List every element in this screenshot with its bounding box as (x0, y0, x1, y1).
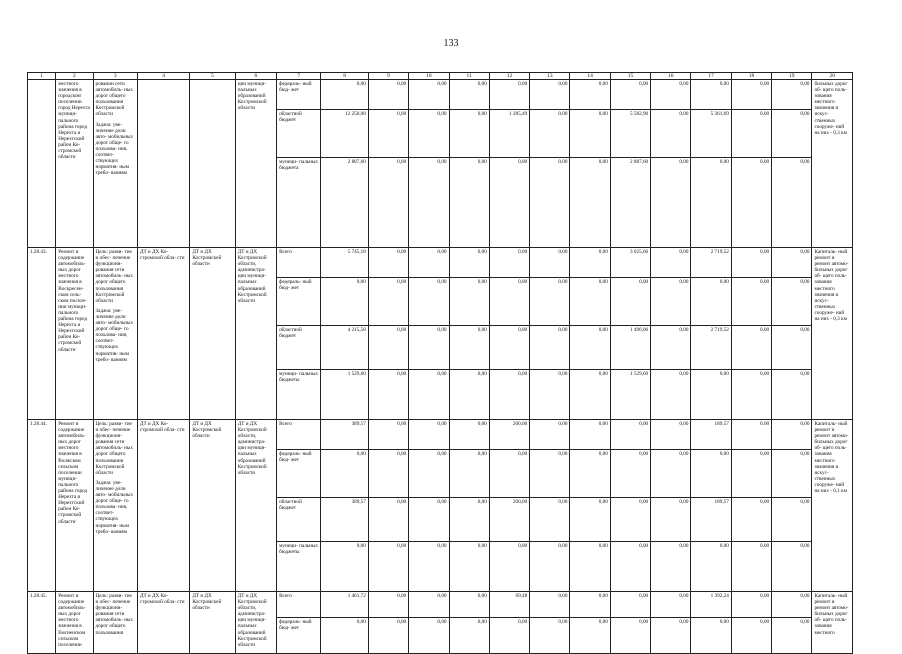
column-number: 17 (691, 73, 731, 80)
table-row (28, 420, 853, 450)
value-cell: 0,00 (489, 542, 529, 592)
value-cell: 0,00 (651, 618, 691, 654)
value-cell: 1 461,72 (321, 592, 368, 618)
value-cell: 0,00 (570, 80, 610, 110)
value-cell: 0,00 (570, 248, 610, 278)
value-cell: 4 215,58 (321, 326, 368, 370)
value-cell: 0,00 (772, 450, 812, 498)
page-number: 133 (443, 38, 459, 49)
result-cell: Капиталь- ный ремонт и ремонт автомо- бильных дорог об- щего поль- зования местного значения и искус- ственных сооруже- ний на них - 0,3 км (812, 248, 853, 420)
value-cell: 0,00 (530, 498, 570, 542)
value-cell: 200,00 (489, 420, 529, 450)
value-cell: 0,00 (691, 158, 731, 248)
value-cell: 0,00 (691, 618, 731, 654)
item-number-cell: 1.28.45. (28, 592, 56, 654)
value-cell: 0,00 (489, 618, 529, 654)
value-cell: 0,00 (409, 158, 449, 248)
value-cell: 0,00 (449, 498, 489, 542)
goal-task-cell (93, 592, 137, 654)
table-row (28, 248, 853, 278)
value-cell: 0,00 (489, 80, 529, 110)
goal-task-cell (93, 420, 137, 592)
value-cell: 0,00 (570, 592, 610, 618)
item-name-cell: Ремонт и содержание автомобиль- ных дорог местного значения в Емсненском сельском поселении (56, 592, 93, 654)
value-cell: 0,00 (409, 370, 449, 420)
funding-source: областной бюджет (277, 326, 321, 370)
column-number: 16 (651, 73, 691, 80)
value-cell: 0,00 (489, 278, 529, 326)
value-cell: 0,00 (731, 450, 771, 498)
column-number: 8 (321, 73, 368, 80)
value-cell: 0,00 (530, 618, 570, 654)
value-cell: 0,00 (368, 498, 408, 542)
column-number: 15 (610, 73, 650, 80)
value-cell: 2 887,60 (610, 158, 650, 248)
value-cell: 12 250,08 (321, 110, 368, 158)
value-cell: 0,00 (530, 326, 570, 370)
value-cell: 0,00 (610, 278, 650, 326)
value-cell: 0,00 (610, 80, 650, 110)
table-row (28, 80, 853, 110)
value-cell: 0,00 (570, 498, 610, 542)
value-cell: 0,00 (409, 326, 449, 370)
column-number: 7 (277, 73, 321, 80)
executor-cell: ДТ и ДХ Ко- стромской обла- сти (137, 248, 189, 420)
value-cell: 389,57 (321, 420, 368, 450)
column-number: 3 (93, 73, 137, 80)
item-number-cell: 1.28.43. (28, 248, 56, 420)
budget-table (27, 72, 853, 654)
value-cell: 0,00 (772, 326, 812, 370)
column-number: 11 (449, 73, 489, 80)
funding-source: федераль- ный бюд- жет (277, 80, 321, 110)
value-cell: 0,00 (772, 592, 812, 618)
value-cell: 0,00 (321, 450, 368, 498)
value-cell: 0,00 (731, 248, 771, 278)
value-cell: 0,00 (368, 80, 408, 110)
value-cell: 0,00 (368, 618, 408, 654)
value-cell: 3 025,66 (610, 248, 650, 278)
funding-source: Всего (277, 248, 321, 278)
value-cell: 0,00 (570, 326, 610, 370)
funding-source: федераль- ный бюд- жет (277, 618, 321, 654)
value-cell: 0,00 (570, 278, 610, 326)
executor-cell: ДТ и ДХ Ко- стромской обла- сти (137, 420, 189, 592)
value-cell: 0,00 (409, 592, 449, 618)
value-cell: 0,00 (530, 80, 570, 110)
value-cell: 0,00 (772, 158, 812, 248)
executor-cell: ДТ и ДХ Ко- стромской обла- сти (137, 592, 189, 654)
value-cell: 0,00 (449, 326, 489, 370)
value-cell: 0,00 (651, 110, 691, 158)
value-cell: 0,00 (731, 592, 771, 618)
value-cell: 0,00 (368, 248, 408, 278)
value-cell: 0,00 (321, 542, 368, 592)
value-cell: 0,00 (449, 542, 489, 592)
value-cell: 0,00 (772, 278, 812, 326)
value-cell: 0,00 (368, 326, 408, 370)
value-cell: 0,00 (321, 618, 368, 654)
column-number: 14 (570, 73, 610, 80)
value-cell: 0,00 (651, 370, 691, 420)
value-cell: 0,00 (610, 450, 650, 498)
value-cell: 0,00 (449, 80, 489, 110)
value-cell: 0,00 (570, 618, 610, 654)
value-cell: 0,00 (731, 278, 771, 326)
value-cell: 0,00 (651, 420, 691, 450)
table-row (28, 592, 853, 618)
value-cell: 389,57 (321, 498, 368, 542)
value-cell: 0,00 (409, 110, 449, 158)
value-cell: 69,48 (489, 592, 529, 618)
column-number: 12 (489, 73, 529, 80)
value-cell: 0,00 (772, 498, 812, 542)
value-cell: 189,57 (691, 498, 731, 542)
coexecutor-cell: ДТ и ДХ Костромской области (190, 592, 235, 654)
value-cell: 0,00 (489, 158, 529, 248)
value-cell: 0,00 (691, 542, 731, 592)
value-cell: 1 285,49 (489, 110, 529, 158)
result-cell: Капиталь- ный ремонт и ремонт автомо- бильных дорог об- щего поль- зования местного значения и искус- ственных сооруже- ний на них - 0,1 км (812, 420, 853, 592)
column-number: 2 (56, 73, 93, 80)
value-cell: 0,00 (409, 498, 449, 542)
value-cell: 0,00 (731, 326, 771, 370)
value-cell: 0,00 (731, 158, 771, 248)
funding-source: муници- пальных бюджеты (277, 542, 321, 592)
value-cell: 0,00 (772, 110, 812, 158)
value-cell: 5 582,90 (610, 110, 650, 158)
coexecutor-cell: ДТ и ДХ Костромской области (190, 248, 235, 420)
goal-task-cell (93, 80, 137, 248)
value-cell: 0,00 (449, 420, 489, 450)
column-number: 6 (235, 73, 276, 80)
value-cell: 0,00 (489, 248, 529, 278)
value-cell: 0,00 (691, 450, 731, 498)
value-cell: 0,00 (772, 542, 812, 592)
funding-source: федераль- ный бюд- жет (277, 450, 321, 498)
value-cell: 0,00 (772, 420, 812, 450)
value-cell: 2 887,60 (321, 158, 368, 248)
value-cell: 0,00 (651, 80, 691, 110)
task-text: Задача: уве- личение доли авто- мобильных дорог обще- го пользова- ния, соответ- ствующих норматив- ным требо- ваниям (95, 479, 134, 535)
value-cell: 0,00 (731, 542, 771, 592)
item-name-cell: Ремонт и содержание автомобиль- ных дорог местного значения в Волжском сельском поселении муници- пального района город Нерехта и Нерехтский район Ко- стромской области (56, 420, 93, 592)
value-cell: 0,00 (409, 248, 449, 278)
value-cell: 0,00 (409, 278, 449, 326)
value-cell: 0,00 (651, 542, 691, 592)
value-cell: 189,57 (691, 420, 731, 450)
value-cell: 0,00 (651, 592, 691, 618)
value-cell: 2 719,52 (691, 248, 731, 278)
value-cell: 0,00 (489, 450, 529, 498)
value-cell: 0,00 (610, 542, 650, 592)
value-cell: 0,00 (691, 370, 731, 420)
value-cell: 0,00 (610, 498, 650, 542)
funding-source: областной бюджет (277, 498, 321, 542)
value-cell: 1 529,60 (321, 370, 368, 420)
goal-text: Цель: разви- тие и обес- печение функциони- рования сети автомобиль- ных дорог общего пользования (95, 593, 133, 636)
item-number-cell (28, 80, 56, 248)
value-cell: 0,00 (449, 450, 489, 498)
value-cell: 0,00 (530, 420, 570, 450)
value-cell: 0,00 (731, 420, 771, 450)
value-cell: 0,00 (651, 498, 691, 542)
value-cell: 0,00 (409, 80, 449, 110)
item-name-cell: Ремонт и содержание автомобиль- ных дорог местного значения в Воскресен- ском сель- ском поселе- нии муници- пального района город Нерехта и Нерехтский район Ко- стромской области (56, 248, 93, 420)
result-cell: Капиталь- ный ремонт и ремонт автомо- бильных дорог об- щего поль- зования местного (812, 592, 853, 654)
column-number: 5 (190, 73, 235, 80)
value-cell: 1 529,60 (610, 370, 650, 420)
value-cell: 0,00 (409, 542, 449, 592)
value-cell: 0,00 (321, 80, 368, 110)
value-cell: 0,00 (368, 110, 408, 158)
goal-task-cell (93, 248, 137, 420)
coexecutor-cell (190, 80, 235, 248)
goal-text: Цель: разви- тие и обес- печение функциони- рования сети автомобиль- ных дорог общего пользования Костромской области (95, 421, 133, 476)
value-cell: 5 745,18 (321, 248, 368, 278)
participants-cell: ДТ и ДХ Костромской области, администра- ции муници- пальных образований Костромской области (235, 248, 276, 420)
column-number: 20 (812, 73, 853, 80)
value-cell: 0,00 (449, 278, 489, 326)
value-cell: 0,00 (530, 542, 570, 592)
value-cell: 0,00 (409, 450, 449, 498)
value-cell: 0,00 (368, 450, 408, 498)
value-cell: 0,00 (731, 370, 771, 420)
value-cell: 0,00 (651, 248, 691, 278)
value-cell: 0,00 (651, 158, 691, 248)
column-number: 19 (772, 73, 812, 80)
column-number: 4 (137, 73, 189, 80)
value-cell: 0,00 (530, 278, 570, 326)
value-cell: 0,00 (651, 278, 691, 326)
value-cell: 0,00 (368, 542, 408, 592)
value-cell: 0,00 (368, 158, 408, 248)
column-number: 13 (530, 73, 570, 80)
value-cell: 0,00 (530, 110, 570, 158)
value-cell: 0,00 (530, 248, 570, 278)
value-cell: 0,00 (570, 158, 610, 248)
column-number: 1 (28, 73, 56, 80)
value-cell: 1 496,06 (610, 326, 650, 370)
value-cell: 0,00 (772, 370, 812, 420)
result-cell: бильных дорог об- щего поль- зования местного значения и искус- ственных сооруже- ний на них - 0,3 км (812, 80, 853, 248)
value-cell: 0,00 (530, 370, 570, 420)
value-cell: 0,00 (409, 618, 449, 654)
value-cell: 0,00 (530, 450, 570, 498)
goal-text: ровании сети автомобиль- ных дорог общего пользования Костромской области (95, 81, 133, 118)
value-cell: 0,00 (449, 158, 489, 248)
goal-text: Цель: разви- тие и обес- печение функциони- рования сети автомобиль- ных дорог общего пользования Костромской области (95, 249, 133, 304)
value-cell: 0,00 (731, 110, 771, 158)
item-name-cell: местного значения в городском поселении город Нерехта муници- пального района город Нерехта и Нерехтский район Ко- стромской области (56, 80, 93, 248)
value-cell: 0,00 (731, 618, 771, 654)
value-cell: 0,00 (321, 278, 368, 326)
item-number-cell: 1.28.44. (28, 420, 56, 592)
funding-source: Всего (277, 420, 321, 450)
task-text: Задача: уве- личение доли авто- мобильных дорог обще- го пользова- ния, соответ- ствующих норматив- ным требо- ваниям (95, 307, 134, 363)
value-cell: 0,00 (530, 592, 570, 618)
participants-cell: ции муници- пальных образований Костромской области (235, 80, 276, 248)
value-cell: 0,00 (691, 80, 731, 110)
task-text: Задача: уве- личение доли авто- мобильных дорог обще- го пользова- ния, соответ- ствующих норматив- ным требо- ваниям (95, 121, 134, 177)
header-row (28, 73, 853, 80)
value-cell: 0,00 (570, 542, 610, 592)
value-cell: 0,00 (691, 278, 731, 326)
value-cell: 0,00 (731, 80, 771, 110)
value-cell: 0,00 (449, 248, 489, 278)
value-cell: 0,00 (570, 450, 610, 498)
value-cell: 0,00 (610, 592, 650, 618)
value-cell: 0,00 (449, 110, 489, 158)
value-cell: 0,00 (610, 420, 650, 450)
value-cell: 0,00 (772, 248, 812, 278)
value-cell: 0,00 (449, 618, 489, 654)
participants-cell: ДТ и ДХ Костромской области, администра- ции муници- пальных образований Костромской области (235, 592, 276, 654)
participants-cell: ДТ и ДХ Костромской области, администра- ции муници- пальных образований Костромской области (235, 420, 276, 592)
column-number: 10 (409, 73, 449, 80)
value-cell: 0,00 (772, 80, 812, 110)
value-cell: 0,00 (368, 420, 408, 450)
column-number: 9 (368, 73, 408, 80)
value-cell: 0,00 (530, 158, 570, 248)
value-cell: 0,00 (368, 592, 408, 618)
value-cell: 0,00 (368, 370, 408, 420)
funding-source: муници- пальных бюджета (277, 158, 321, 248)
value-cell: 0,00 (570, 110, 610, 158)
value-cell: 0,00 (570, 420, 610, 450)
value-cell: 0,00 (449, 370, 489, 420)
value-cell: 200,00 (489, 498, 529, 542)
value-cell: 0,00 (772, 618, 812, 654)
value-cell: 0,00 (489, 326, 529, 370)
funding-source: муници- пальных бюджеты (277, 370, 321, 420)
value-cell: 0,00 (731, 498, 771, 542)
executor-cell (137, 80, 189, 248)
value-cell: 5 361,69 (691, 110, 731, 158)
value-cell: 1 392,24 (691, 592, 731, 618)
value-cell: 0,00 (651, 450, 691, 498)
value-cell: 0,00 (610, 618, 650, 654)
value-cell: 2 719,52 (691, 326, 731, 370)
value-cell: 0,00 (651, 326, 691, 370)
value-cell: 0,00 (368, 278, 408, 326)
coexecutor-cell: ДТ и ДХ Костромской области (190, 420, 235, 592)
value-cell: 0,00 (570, 370, 610, 420)
value-cell: 0,00 (489, 370, 529, 420)
column-number: 18 (731, 73, 771, 80)
value-cell: 0,00 (449, 592, 489, 618)
funding-source: Всего (277, 592, 321, 618)
value-cell: 0,00 (409, 420, 449, 450)
funding-source: федераль- ный бюд- жет (277, 278, 321, 326)
funding-source: областной бюджет (277, 110, 321, 158)
